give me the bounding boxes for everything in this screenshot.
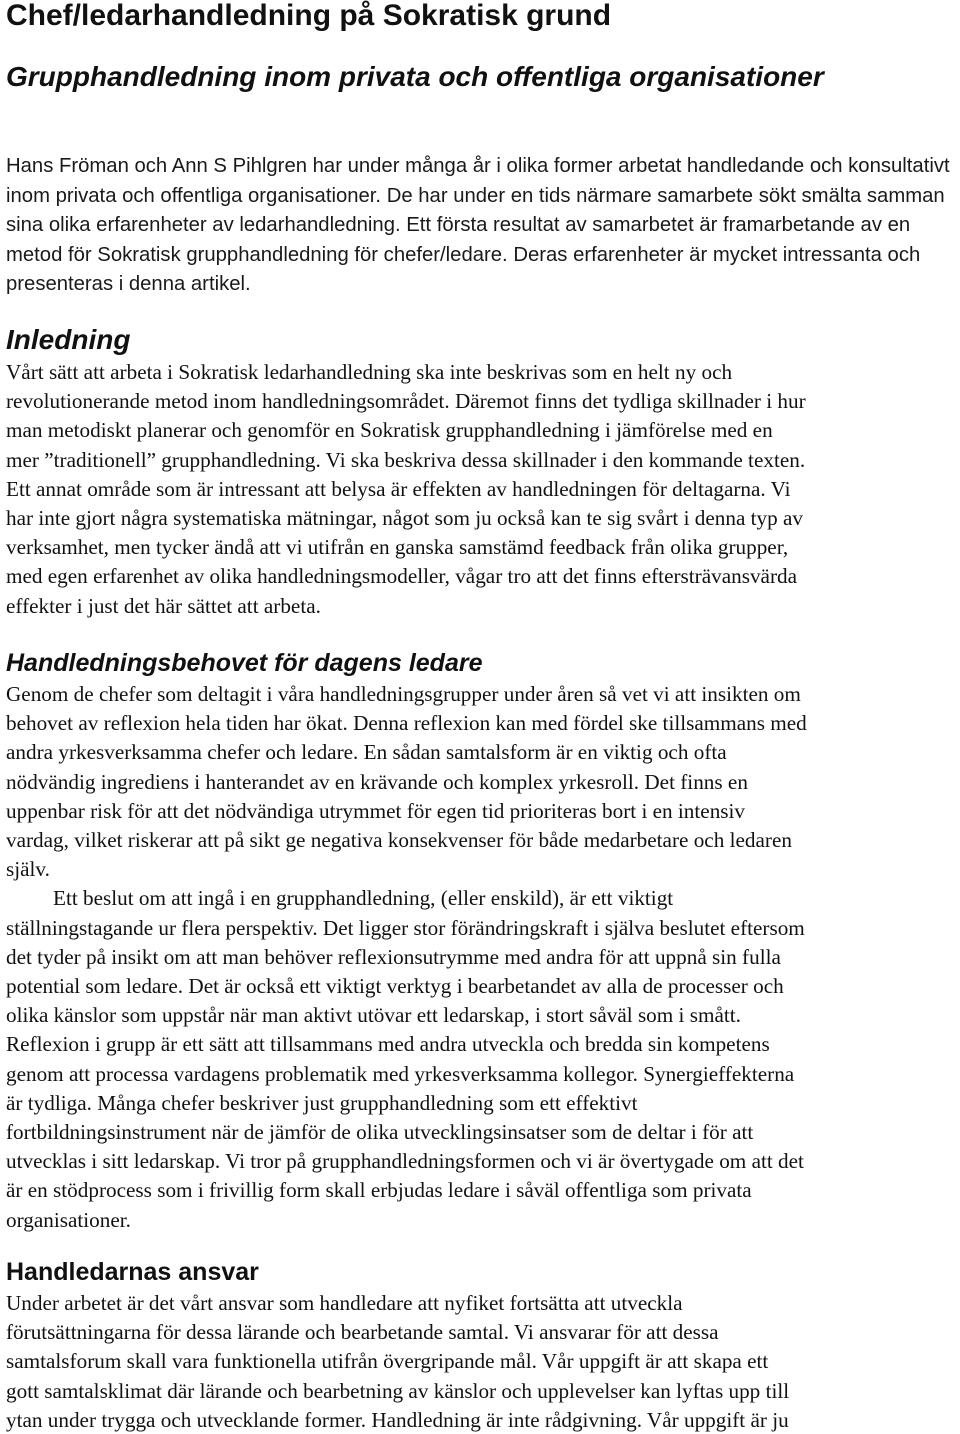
text-line: Genom de chefer som deltagit i våra handledningsgrupper under åren så vet vi att insikten om	[6, 682, 801, 706]
heading-inledning: Inledning	[6, 324, 131, 355]
text-line: man metodiskt planerar och genomför en Sokratisk grupphandledning i jämförelse med en	[6, 418, 773, 443]
text-line: har inte gjort några systematiska mätningar, något som ju också kan te sig svårt i denna typ av	[6, 506, 804, 531]
text-line: olika känslor som uppstår när man aktivt utövar ett ledarskap, i stort såväl som i smått.	[6, 1003, 741, 1028]
text-line: fortbildningsinstrument när de jämför de olika utvecklingsinsatser som de deltar i för att	[6, 1120, 754, 1145]
document-subtitle: Grupphandledning inom privata och offentliga organisationer	[6, 61, 824, 92]
text-line: förutsättningarna för dessa lärande och bearbetande samtal. Vi ansvarar för att dessa	[6, 1320, 719, 1345]
heading-handledningsbehovet: Handledningsbehovet för dagens ledare	[6, 649, 483, 677]
text-line: nödvändig ingrediens i hanterandet av en krävande och komplex yrkesroll. Det finns en	[6, 769, 748, 794]
text-line: vardag, vilket riskerar att på sikt ge negativa konsekvenser för både medarbetare och ledaren	[6, 828, 792, 853]
text-line: är en stödprocess som i frivillig form skall erbjudas ledare i såväl offentliga som privata	[6, 1178, 752, 1203]
text-line-indented: Ett beslut om att ingå i en grupphandledning, (eller enskild), är ett viktigt	[53, 886, 674, 911]
text-line: uppenbar risk för att det nödvändiga utrymmet för egen tid prioriteras bort i en intensiv	[6, 798, 746, 823]
intro-paragraph: Hans Fröman och Ann S Pihlgren har under många år i olika former arbetat handledande och konsultativt inom privata och offentliga organisationer. De har under en tids närmare samarbete sökt smälta samman sina olika erfarenheter av ledarhandledning. Ett första resultat av samarbetet är framarbetande av en metod för Sokratisk grupphandledning för chefer/ledare. Deras erfarenheter är mycket intressanta och presenteras i denna artikel.	[6, 155, 950, 295]
text-line: revolutionerande metod inom handledningsområdet. Däremot finns det tydliga skillnader i hur	[6, 389, 806, 414]
text-line: utvecklas i sitt ledarskap. Vi tror på grupphandledningsformen och vi är övertygade om att det	[6, 1149, 804, 1174]
text-line: ställningstagande ur flera perspektiv. Det ligger stor förändringskraft i själva beslutet eftersom	[6, 915, 805, 940]
text-line: Ett annat område som är intressant att belysa är effekten av handledningen för deltagarna. Vi	[6, 476, 791, 501]
section-handledarnas-ansvar-body	[6, 1289, 789, 1434]
document-title: Chef/ledarhandledning på Sokratisk grund	[6, 0, 612, 32]
text-line: själv.	[6, 857, 50, 882]
heading-handledarnas-ansvar: Handledarnas ansvar	[6, 1258, 259, 1286]
text-line: genom att processa vardagens problematik med yrkesverksamma kollegor. Synergieffekterna	[6, 1061, 795, 1086]
text-line: organisationer.	[6, 1207, 131, 1232]
text-line: med egen erfarenhet av olika handledningsmodeller, vågar tro att det finns eftersträvansvärda	[6, 564, 798, 589]
text-line: samtalsforum skall vara funktionella utifrån övergripande mål. Vår uppgift är att skapa ett	[6, 1349, 769, 1374]
text-line: verksamhet, men tycker ändå att vi utifrån en ganska samstämd feedback från olika grupper,	[6, 535, 789, 560]
text-line: andra yrkesverksamma chefer och ledare. En sådan samtalsform är en viktig och ofta	[6, 740, 727, 765]
text-line: effekter i just det här sättet att arbeta.	[6, 593, 321, 618]
text-line: det tyder på insikt om att man behöver reflexionsutrymme med andra för att uppnå sin fulla	[6, 944, 781, 969]
text-line: Vårt sätt att arbeta i Sokratisk ledarhandledning ska inte beskrivas som en helt ny och	[6, 360, 733, 384]
text-line: är tydliga. Många chefer beskriver just grupphandledning som ett effektivt	[6, 1090, 638, 1115]
section-inledning-body	[6, 358, 806, 621]
text-line: Under arbetet är det vårt ansvar som handledare att nyfiket fortsätta att utveckla	[6, 1291, 683, 1315]
text-line: gott samtalsklimat där lärande och bearbetning av känslor och upplevelser kan lyftas upp till	[6, 1378, 790, 1403]
text-line: Reflexion i grupp är ett sätt att tillsammans med andra utveckla och bredda sin kompetens	[6, 1032, 770, 1057]
text-line: behovet av reflexion hela tiden har ökat. Denna reflexion kan med fördel ske tillsammans med	[6, 711, 807, 736]
text-line: ytan under trygga och utvecklande former. Handledning är inte rådgivning. Vår uppgift är ju	[6, 1407, 789, 1432]
text-line: potential som ledare. Det är också ett viktigt verktyg i bearbetandet av alla de processer och	[6, 974, 784, 999]
section-handledningsbehovet-body	[6, 680, 807, 1235]
text-line: mer ”traditionell” grupphandledning. Vi ska beskriva dessa skillnader i den kommande texten.	[6, 447, 806, 472]
